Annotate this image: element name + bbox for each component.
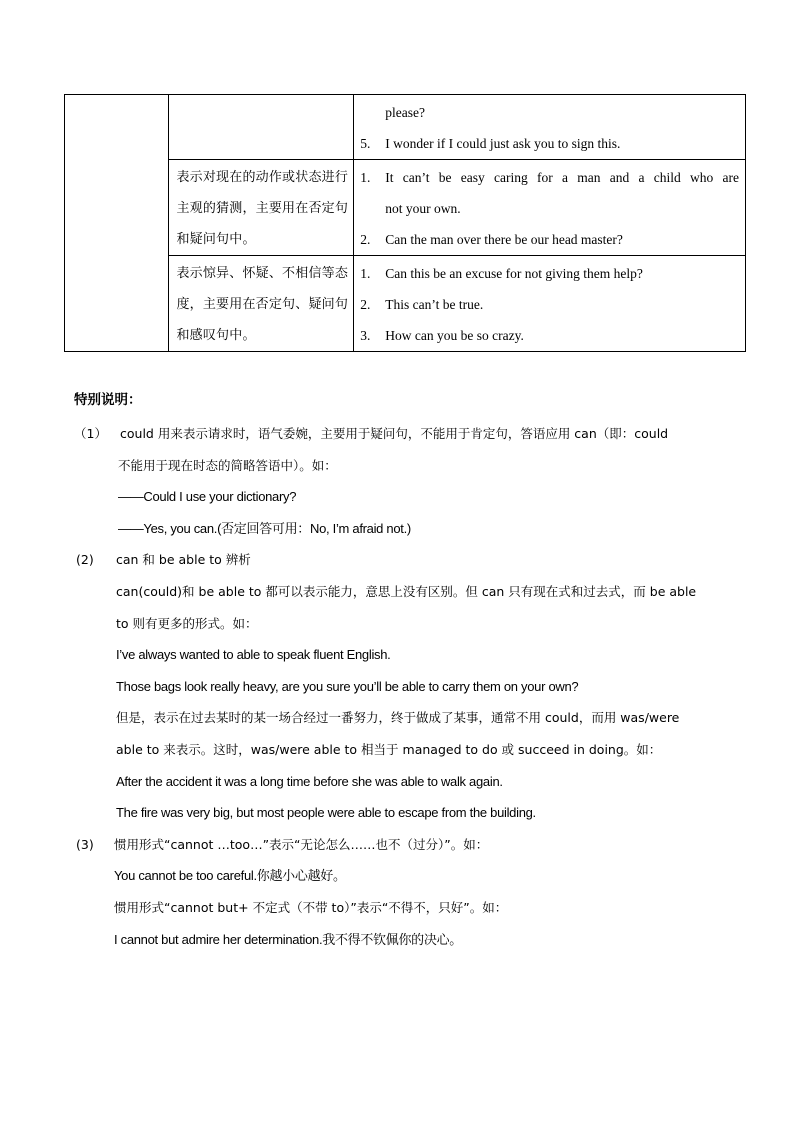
note-line [74,450,734,482]
note-line [74,766,734,798]
note-text: 惯用形式“cannot …too…”表示“无论怎么……也不（过分）”。如： [114,836,489,852]
example-number: 5. [360,136,371,151]
note-line [74,797,734,829]
note-text: The fire was very big, but most people were able to escape from the building. [116,805,536,821]
note-line [74,924,734,956]
note-text: can(could)和 be able to 都可以表示能力，意思上没有区别。但 can 只有现在式和过去式，而 be able [116,583,697,599]
note-line [74,418,734,450]
note-text: Those bags look really heavy, are you sure you’ll be able to carry them on your own? [116,678,579,694]
example-text: I wonder if I could just ask you to sign this. [385,136,621,151]
example-text: It can’t be easy caring for a man and a child who are [385,170,739,185]
examples-cell [354,95,746,160]
note-line [74,544,734,576]
example-number: 2. [360,297,371,312]
note-text: After the accident it was a long time before she was able to walk again. [116,773,503,789]
note-text: to 则有更多的形式。如： [116,615,258,631]
example-item [360,289,739,320]
note-text: You cannot be too careful.你越小心越好。 [114,868,346,884]
examples-cell [354,256,746,352]
usage-description-cell [169,95,354,160]
note-text: ——Could I use your dictionary? [118,489,297,505]
usage-description-cell [169,160,354,256]
note-line [74,860,734,892]
table-row [65,95,746,160]
note-line [74,829,734,861]
note-marker: （1） [74,426,107,441]
section-title: 特别说明： [74,392,142,408]
note-text: could 用来表示请求时，语气委婉，主要用于疑问句，不能用于肯定句，答语应用 can（即：could [120,426,669,441]
note-line [74,513,734,545]
note-text: I’ve always wanted to able to speak fluent English. [116,647,391,663]
note-marker: (3) [76,836,94,852]
example-number: 1. [360,170,371,185]
note-text: 但是，表示在过去某时的某一场合经过一番努力，终于做成了某事，通常不用 could，而用 was/were [116,710,680,726]
note-line [74,892,734,924]
note-text: I cannot but admire her determination.我不得不钦佩你的决心。 [114,931,462,947]
example-item [360,320,739,351]
example-text: This can’t be true. [385,297,484,312]
example-number: 2. [360,232,371,247]
grammar-table [64,94,746,352]
example-text: Can this be an excuse for not giving them help? [385,266,643,281]
example-continuation: please? [385,105,425,120]
note-line [74,671,734,703]
note-text: can 和 be able to 辨析 [116,552,251,568]
special-notes-section [74,388,734,955]
example-item [360,224,739,255]
note-line [74,702,734,734]
note-text: able to 来表示。这时，was/were able to 相当于 managed to do 或 succeed in doing。如： [116,741,662,757]
note-line [74,639,734,671]
note-text: 惯用形式“cannot but+ 不定式（不带 to）”表示“不得不，只好”。如： [114,899,508,915]
note-text: 不能用于现在时态的简略答语中）。如： [118,457,337,473]
usage-description [169,95,353,97]
example-continuation: not your own. [385,201,461,216]
example-item [360,128,739,159]
note-line [74,608,734,640]
category-cell [65,95,169,352]
note-line [74,481,734,513]
example-item [360,258,739,289]
note-line [74,734,734,766]
example-item [360,162,739,193]
example-number: 3. [360,328,371,343]
example-text: Can the man over there be our head master? [385,232,623,247]
note-marker: (2) [76,552,94,568]
example-text: How can you be so crazy. [385,328,524,343]
examples-cell [354,160,746,256]
usage-description: 表示惊异、怀疑、不相信等态度，主要用在否定句、疑问句和感叹句中。 [176,266,349,343]
usage-description-cell [169,256,354,352]
example-number: 1. [360,266,371,281]
usage-description: 表示对现在的动作或状态进行主观的猜测，主要用在否定句和疑问句中。 [176,170,349,247]
note-line [74,576,734,608]
note-text: ——Yes, you can.(否定回答可用：No, I’m afraid not.) [118,520,411,536]
